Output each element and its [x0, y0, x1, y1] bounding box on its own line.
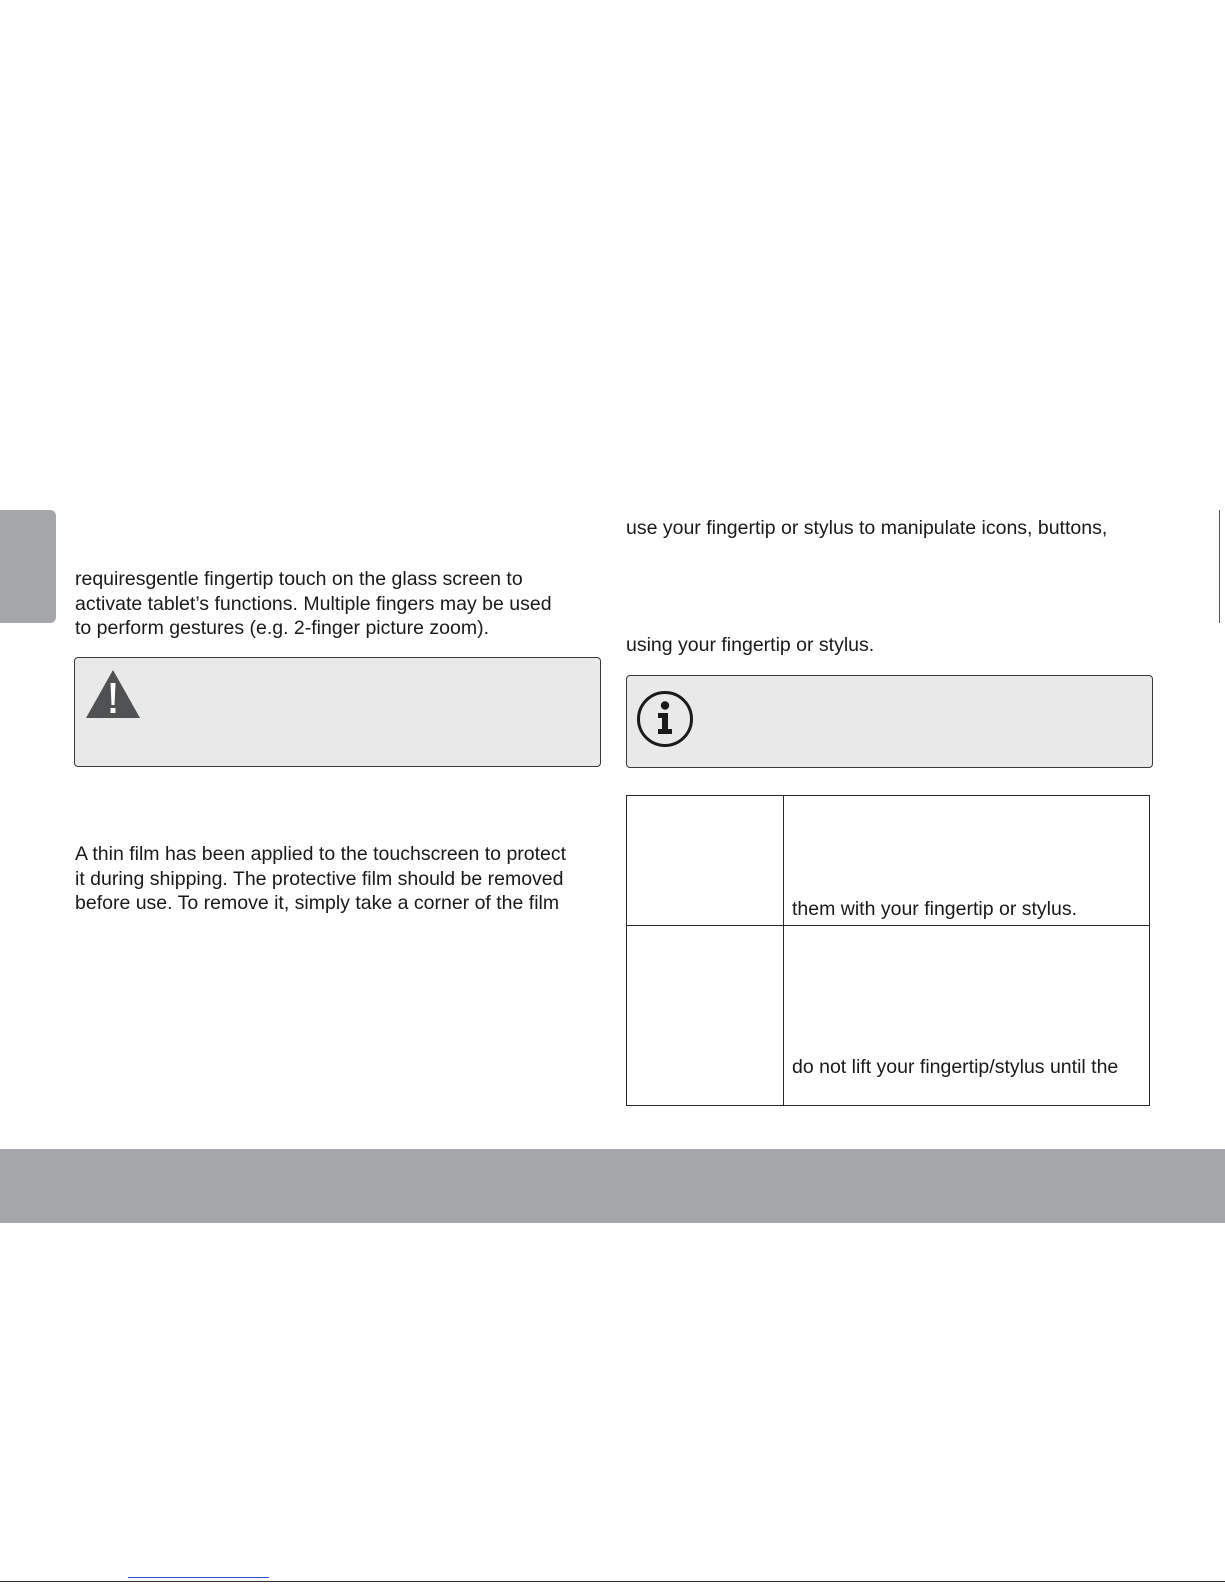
table-cell-action	[627, 796, 784, 926]
table-row	[627, 796, 1150, 926]
film-line: before use. To remove it, simply take a corner of the film	[75, 892, 560, 914]
table-cell-action	[627, 926, 784, 1106]
film-line: it during shipping. The protective film should be removed	[75, 867, 564, 890]
touch-actions-table	[626, 795, 1150, 1106]
bottom-rule	[0, 1581, 1225, 1582]
intro-line: to perform gestures (e.g. 2-finger picture zoom).	[75, 617, 490, 639]
caution-box	[74, 657, 601, 767]
footer-bar	[0, 1149, 1225, 1223]
intro-line: activate tablet’s functions. Multiple fingers may be used	[75, 592, 552, 615]
chapter-tab-left	[0, 510, 56, 623]
right-mid-line: using your fingertip or stylus.	[626, 634, 875, 656]
table-row	[627, 926, 1150, 1106]
table-cell-description: them with your fingertip or stylus.	[784, 796, 1150, 926]
right-top-line: use your fingertip or stylus to manipulate icons, buttons,	[626, 517, 1108, 539]
film-line: A thin film has been applied to the touchscreen to protect	[75, 843, 567, 865]
table-cell-description: do not lift your fingertip/stylus until the	[784, 926, 1150, 1106]
intro-line: requiresgentle fingertip touch on the glass screen to	[75, 568, 523, 590]
footer-link-underline	[128, 1577, 269, 1578]
chapter-tab-right	[1219, 510, 1225, 623]
touchscreen-intro-paragraph	[75, 567, 552, 641]
info-box	[626, 675, 1153, 768]
info-icon	[635, 689, 695, 749]
protective-film-paragraph	[75, 842, 566, 916]
warning-triangle-icon	[84, 668, 142, 720]
